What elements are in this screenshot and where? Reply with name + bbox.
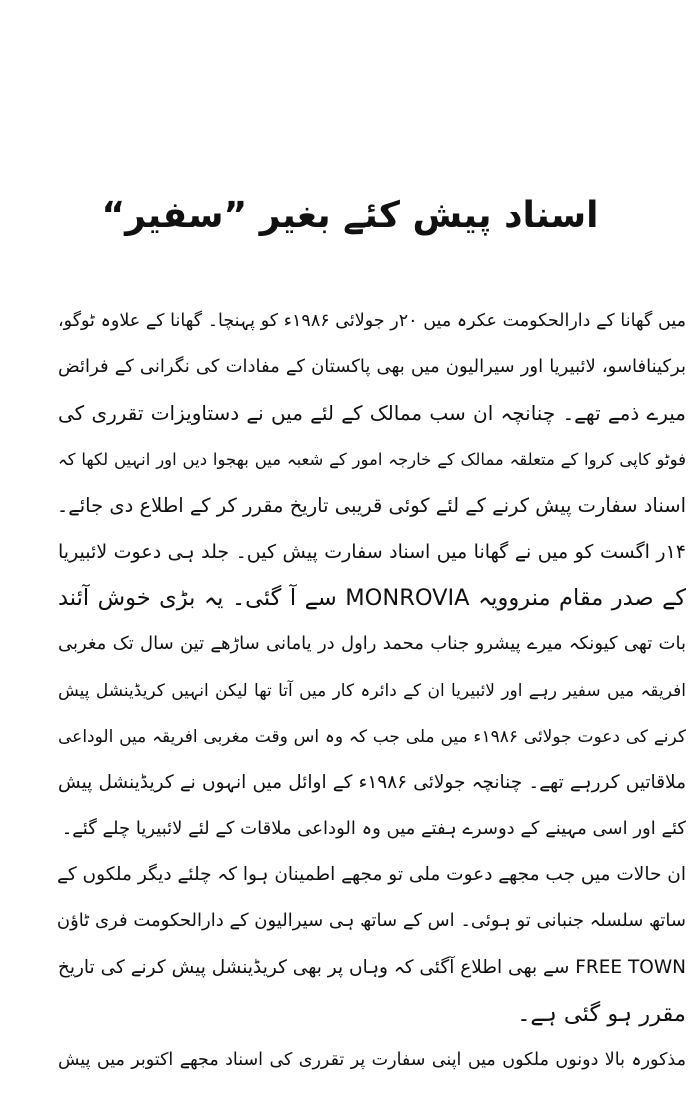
text-line: ۱۴ر اگست کو میں نے گھانا میں اسناد سفارت پیش کیں۔ جلد ہی دعوت لائبیریا <box>58 540 686 563</box>
text-line: اسناد سفارت پیش کرنے کے لئے کوئی قریبی تاریخ مقرر کر کے اطلاع دی جائے۔ <box>56 493 686 517</box>
text-line: میں گھانا کے دارالحکومت عکرہ میں ۲۰ر جولائی ۱۹۸۶ء کو پہنچا۔ گھانا کے علاوہ ٹوگو، <box>58 311 686 331</box>
text-line: ملاقاتیں کررہے تھے۔ چنانچہ جولائی ۱۹۸۶ء کے اوائل میں انہوں نے کریڈینشل پیش <box>58 771 686 793</box>
text-line: افریقہ میں سفیر رہے اور لائبیریا ان کے دائرہ کار میں آتا تھا لیکن انہیں کریڈینشل پیش <box>58 680 686 701</box>
text-line: میرے ذمے تھے۔ چنانچہ ان سب ممالک کے لئے میں نے دستاویزات تقرری کی <box>58 401 686 426</box>
text-line: بات تھی کیونکہ میرے پیشرو جناب محمد راول در یامانی ساڑھے تین سال تک مغربی <box>58 633 686 655</box>
text-line: ان حالات میں جب مجھے دعوت ملی تو مجھے اطمینان ہوا کہ چلئے دیگر ملکوں کے <box>57 864 686 886</box>
text-line: مذکورہ بالا دونوں ملکوں میں اپنی سفارت پر تقرری کی اسناد مجھے اکتوبر میں پیش <box>58 1050 686 1070</box>
text-line: کرنے کی دعوت جولائی ۱۹۸۶ء میں ملی جب کہ وہ اس وقت مغربی افریقہ میں الوداعی <box>58 726 686 747</box>
text-line: فوٹو کاپی کروا کے متعلقہ ممالک کے خارجہ امور کے شعبہ میں بھجوا دیں اور انہیں لکھا کہ <box>58 449 686 469</box>
text-line: FREE TOWN سے بھی اطلاع آگئی کہ وہاں پر بھی کریڈینشل پیش کرنے کی تاریخ <box>57 956 686 978</box>
text-line: کئے اور اسی مہینے کے دوسرے ہفتے میں وہ الوداعی ملاقات کے لئے لائبیریا چلے گئے۔ <box>61 818 686 840</box>
text-line: مقرر ہو گئی ہے۔ <box>517 1000 686 1027</box>
body-text <box>58 298 686 1083</box>
text-line: برکینافاسو، لائبیریا اور سیرالیون میں بھی پاکستان کے مفادات کی نگرانی کے فرائض <box>58 356 686 378</box>
text-line: کے صدر مقام منروویہ MONROVIA سے آ گئی۔ یہ بڑی خوش آئند <box>58 585 687 612</box>
text-line: ساتھ سلسلہ جنبانی تو ہوئی۔ اس کے ساتھ ہی سیرالیون کے دارالحکومت فری ٹاؤن <box>56 910 686 932</box>
page-title: اسناد پیش کئے بغیر ”سفیر“ <box>101 195 599 236</box>
